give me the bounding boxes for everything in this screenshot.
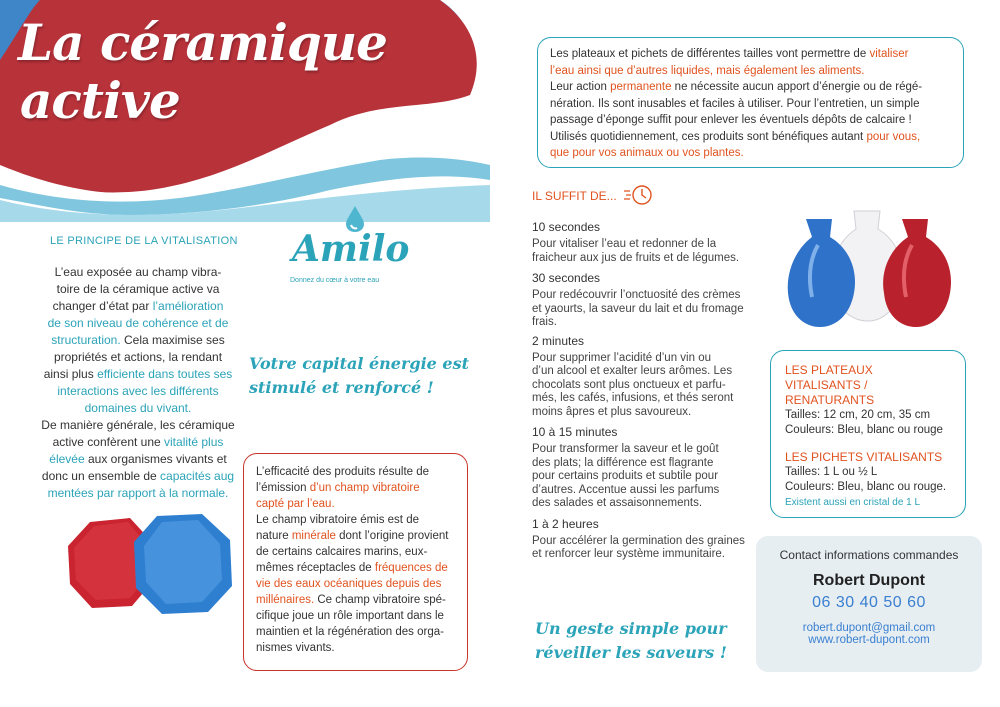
principle-line: interactions avec les différents <box>57 384 219 398</box>
intro-line: Leur action permanente ne nécessite aucun apport d’énergie ou de régé- <box>550 81 923 93</box>
slogan-flavors <box>535 617 735 665</box>
title-line-2: active <box>20 71 180 130</box>
principle-text <box>28 264 248 502</box>
intro-line: Utilisés quotidiennement, ces produits sont bénéfiques autant pour vous, <box>550 130 921 143</box>
efficacy-line: nismes vivants. <box>256 642 335 654</box>
page-title <box>18 14 387 130</box>
step-time: 1 à 2 heures <box>532 516 599 531</box>
plateaux-title: LES PLATEAUX VITALISANTS / <box>785 363 873 392</box>
plateaux-colors: Couleurs: Bleu, blanc ou rouge <box>785 424 943 436</box>
efficacy-line: l’émission d’un champ vibratoire <box>256 482 420 494</box>
efficacy-line: vie des eaux océaniques depuis des <box>256 578 442 590</box>
step-time: 10 à 15 minutes <box>532 425 618 439</box>
step-desc: Pour accélérer la germination des graines et renforcer leur système immunitaire. <box>532 534 745 560</box>
efficacy-line: millénaires. Ce champ vibratoire spé- <box>256 594 446 606</box>
intro-box <box>537 37 964 168</box>
principle-line: mentées par rapport à la normale. <box>47 486 229 500</box>
step-desc: Pour redécouvrir l’onctuosité des crèmes et yaourts, la saveur du lait et du fromage frais. <box>532 289 744 328</box>
step-item <box>532 220 748 265</box>
efficacy-line: L’efficacité des produits résulte de <box>256 466 430 478</box>
plateaux-sizes: Tailles: 12 cm, 20 cm, 35 cm <box>785 409 931 421</box>
step-desc: Pour vitaliser l’eau et redonner de la fraicheur aux jus de fruits et de légumes. <box>532 238 740 264</box>
principle-line: changer d’état par l’amélioration <box>52 299 224 313</box>
intro-line: passage d’éponge suffit pour enlever les éventuels dépôts de calcaire ! <box>550 114 912 126</box>
contact-website[interactable]: www.robert-dupont.com <box>808 634 930 646</box>
ceramic-pitchers-image <box>780 205 960 335</box>
contact-heading: Contact informations commandes <box>779 548 959 562</box>
intro-line: nération. Ils sont inusables et faciles à utiliser. Pour l’entretien, un simple <box>550 97 920 110</box>
efficacy-line: de certains calcaires marins, eux- <box>256 546 428 558</box>
contact-box <box>756 536 982 672</box>
step-time: 30 secondes <box>532 271 601 285</box>
title-line-1: La céramique <box>18 13 387 72</box>
step-item <box>532 517 748 562</box>
efficacy-line: mêmes réceptacles de fréquences de <box>256 562 448 574</box>
efficacy-line: maintien et la régénération des orga- <box>256 626 444 638</box>
logo <box>288 205 423 295</box>
principle-line: propriétés et actions, la rendant <box>53 350 223 364</box>
efficacy-line: nature minérale dont l’origine provient <box>256 530 449 542</box>
slogan-energy <box>249 352 469 400</box>
principle-line: L’eau exposée au champ vibra- <box>54 265 222 279</box>
contact-name: Robert Dupont <box>813 572 925 589</box>
efficacy-line: cifique joue un rôle important dans le <box>256 610 444 622</box>
principle-line: active confèrent une vitalité plus <box>52 435 224 449</box>
slogan-line: réveiller les saveurs ! <box>535 643 727 662</box>
step-item <box>532 271 748 330</box>
steps-list <box>532 220 748 562</box>
step-time: 2 minutes <box>532 333 585 348</box>
step-item <box>532 425 748 511</box>
step-desc: Pour transformer la saveur et le goût des plats; la différence est flagrante pour certains produits et subtile pour d’autres. Accentue aussi les parfums des salades et assaisonnements. <box>532 443 720 509</box>
intro-line: que pour vos animaux ou vos plantes. <box>550 147 744 159</box>
logo-tagline: Donnez du cœur à votre eau <box>290 277 380 284</box>
intro-line: l’eau ainsi que d’autres liquides, mais également les aliments. <box>550 64 865 77</box>
contact-phone: 06 30 40 50 60 <box>812 594 926 611</box>
principle-line: structuration. Cela maximise ses <box>51 333 225 347</box>
efficacy-line: Le champ vibratoire émis est de <box>256 514 419 526</box>
steps-heading: IL SUFFIT DE... <box>532 189 617 203</box>
contact-email[interactable]: robert.dupont@gmail.com <box>802 622 936 634</box>
pichets-title: LES PICHETS VITALISANTS <box>785 450 943 464</box>
products-box <box>770 350 966 518</box>
principle-line: de son niveau de cohérence et de <box>47 316 229 330</box>
principle-line: toire de la céramique active va <box>56 282 220 296</box>
slogan-line: Un geste simple pour <box>535 619 727 638</box>
principle-line: donc un ensemble de capacités aug <box>41 469 235 483</box>
step-desc: Pour supprimer l’acidité d’un vin ou d’un alcool et exalter leurs arômes. Les chocolats sont plus onctueux et parfu- més, les cafés, infusions, et thés seront moins âpres et plus savoureux. <box>532 351 734 418</box>
principle-line: domaines du vivant. <box>84 401 192 415</box>
slogan-line: stimulé et renforcé ! <box>249 378 434 397</box>
pichets-colors: Couleurs: Bleu, blanc ou rouge. <box>785 481 947 493</box>
principle-line: De manière générale, les céramique <box>41 418 235 432</box>
efficacy-box <box>243 453 468 671</box>
intro-line: Les plateaux et pichets de différentes tailles vont permettre de vitaliser <box>550 48 909 60</box>
principle-heading: LE PRINCIPE DE LA VITALISATION <box>50 235 238 247</box>
logo-brand: Amilo <box>292 228 410 270</box>
slogan-line: Votre capital énergie est <box>249 354 469 373</box>
principle-line: élevée aux organismes vivants et <box>49 452 227 466</box>
plateaux-title: RENATURANTS <box>785 393 875 407</box>
efficacy-line: capté par l’eau. <box>256 498 335 510</box>
ceramic-plates-image <box>62 510 242 620</box>
step-item <box>532 334 748 420</box>
clock-icon <box>622 183 656 207</box>
crystal-note: Existent aussi en cristal de 1 L <box>785 497 921 508</box>
step-time: 10 secondes <box>532 220 601 234</box>
principle-line: ainsi plus efficiente dans toutes ses <box>43 367 233 381</box>
pichets-sizes: Tailles: 1 L ou ½ L <box>785 466 878 478</box>
